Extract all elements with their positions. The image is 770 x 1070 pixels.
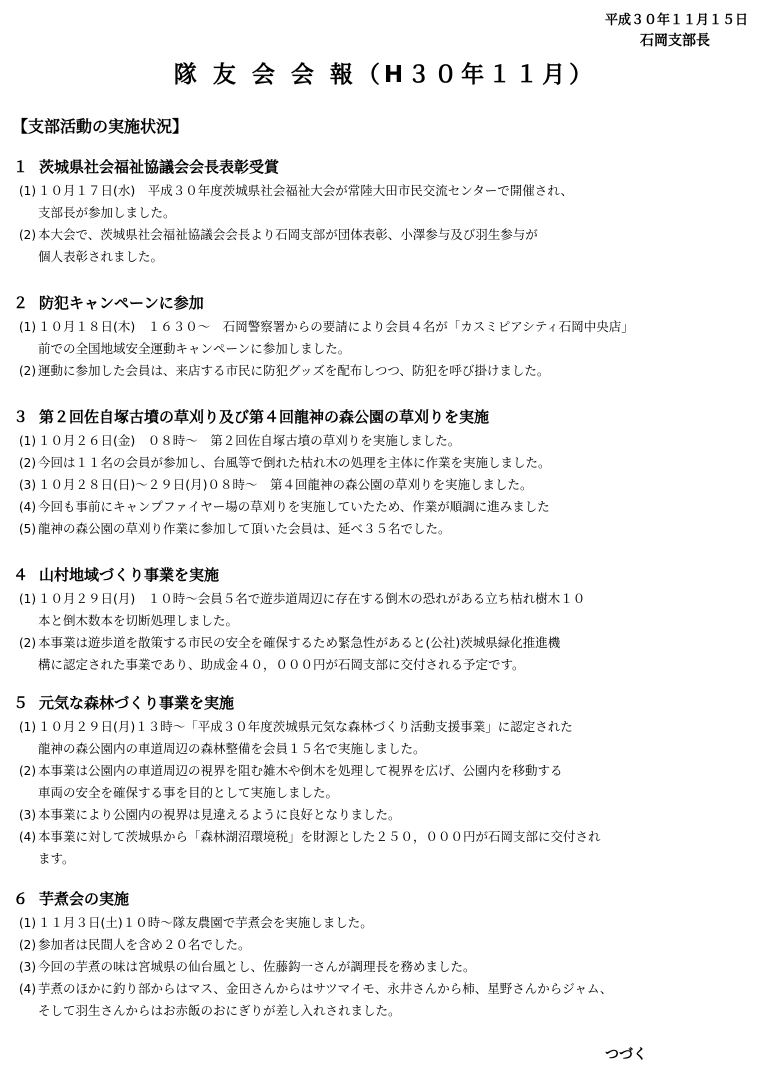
item-number: (1): [19, 434, 36, 448]
item-text: 今回も事前にキャンプファイヤー場の草刈りを実施していたため、作業が順調に進みました: [38, 499, 550, 514]
item-number: (2): [19, 764, 36, 778]
list-item: [0, 588, 770, 632]
section-items: [0, 430, 770, 540]
section-title-text: 第２回佐自塚古墳の草刈り及び第４回龍神の森公園の草刈りを実施: [39, 408, 490, 426]
section-items: [0, 912, 770, 1022]
item-number: (2): [19, 938, 36, 952]
item-number: (2): [19, 364, 36, 378]
section-number: ６: [13, 890, 29, 908]
item-number: (4): [19, 830, 36, 844]
list-item: [0, 760, 770, 804]
section-title: [13, 888, 129, 909]
continued-note: つづく: [605, 1047, 647, 1063]
item-number: (2): [19, 456, 36, 470]
section-title: [13, 564, 219, 585]
item-text: １０月２８日(日)～２９日(月)０８時～ 第４回龍神の森公園の草刈りを実施しました。: [38, 477, 533, 492]
item-text: 今回の芋煮の味は宮城県の仙台風とし、佐藤鈎一さんが調理長を務めました。: [38, 959, 476, 974]
item-text: １０月２９日(月) １０時～会員５名で遊歩道周辺に存在する倒木の恐れがある立ち枯れ樹木１０ 本と倒木数本を切断処理しました。: [38, 591, 586, 628]
section-title-text: 防犯キャンペーンに参加: [39, 294, 204, 312]
item-text: １１月３日(土)１０時～隊友農園で芋煮会を実施しました。: [38, 915, 373, 930]
item-number: (1): [19, 320, 36, 334]
section-items: [0, 588, 770, 676]
item-text: 本事業は遊歩道を散策する市民の安全を確保するため緊急性があると(公社)茨城県緑化推進機 構に認定された事業であり、助成金４０，０００円が石岡支部に交付される予定です。: [38, 635, 561, 672]
item-number: (3): [19, 808, 36, 822]
item-number: (1): [19, 184, 36, 198]
item-text: 本事業により公園内の視界は見違えるように良好となりました。: [38, 807, 401, 822]
item-number: (3): [19, 478, 36, 492]
list-item: [0, 934, 770, 956]
item-number: (1): [19, 916, 36, 930]
section-items: [0, 316, 770, 382]
item-number: (3): [19, 960, 36, 974]
item-text: 芋煮のほかに釣り部からはマス、金田さんからはサツマイモ、永井さんから柿、星野さんからジャム、 そして羽生さんからはお赤飯のおにぎりが差し入れされました。: [38, 981, 613, 1018]
section-items: [0, 180, 770, 268]
list-item: [0, 632, 770, 676]
list-item: [0, 224, 770, 268]
list-item: [0, 452, 770, 474]
section-number: ５: [13, 694, 29, 712]
item-text: １０月１７日(水) 平成３０年度茨城県社会福祉大会が常陸大田市民交流センターで開催され、 支部長が参加しました。: [38, 183, 574, 220]
list-item: [0, 430, 770, 452]
item-number: (1): [19, 592, 36, 606]
section-number: １: [13, 158, 29, 176]
item-text: 参加者は民間人を含め２０名でした。: [38, 937, 251, 952]
item-text: 運動に参加した会員は、来店する市民に防犯グッズを配布しつつ、防犯を呼び掛けました。: [38, 363, 550, 378]
list-item: [0, 316, 770, 360]
list-item: [0, 474, 770, 496]
list-item: [0, 956, 770, 978]
list-item: [0, 804, 770, 826]
list-item: [0, 496, 770, 518]
item-number: (2): [19, 636, 36, 650]
section-title: [13, 406, 489, 427]
section-items: [0, 716, 770, 870]
activity-status-heading: 【支部活動の実施状況】: [12, 117, 189, 136]
item-text: 今回は１１名の会員が参加し、台風等で倒れた枯れ木の処理を主体に作業を実施しました。: [38, 455, 551, 470]
section-title-text: 茨城県社会福祉協議会会長表彰受賞: [39, 158, 280, 176]
list-item: [0, 360, 770, 382]
item-text: 本事業は公園内の車道周辺の視界を阻む雑木や倒木を処理して視界を広げ、公園内を移動する 車両の安全を確保する事を目的として実施しました。: [38, 763, 563, 800]
section-title: [13, 156, 279, 177]
section-title-text: 芋煮会の実施: [39, 890, 130, 908]
item-text: 本事業に対して茨城県から「森林湖沼環境税」を財源とした２５０，０００円が石岡支部に交付され ます。: [38, 829, 601, 866]
document-title: 隊 友 会 会 報（H３０年１１月）: [173, 62, 597, 88]
section-title-text: 元気な森林づくり事業を実施: [39, 694, 235, 712]
section-title: [13, 692, 234, 713]
section-number: ３: [13, 408, 29, 426]
section-title-text: 山村地域づくり事業を実施: [39, 566, 220, 584]
list-item: [0, 518, 770, 540]
section-number: ２: [13, 294, 29, 312]
list-item: [0, 180, 770, 224]
item-text: １０月２９日(月)１３時～「平成３０年度茨城県元気な森林づくり活動支援事業」に認定された 龍神の森公園内の車道周辺の森林整備を会員１５名で実施しました。: [38, 719, 573, 756]
section-number: ４: [13, 566, 29, 584]
item-text: １０月１８日(木) １６３０～ 石岡警察署からの要請により会員４名が「カスミピアシティ石岡中央店」 前での全国地域安全運動キャンペーンに参加しました。: [38, 319, 634, 356]
item-text: １０月２６日(金) ０８時～ 第２回佐自塚古墳の草刈りを実施しました。: [38, 433, 461, 448]
item-number: (1): [19, 720, 36, 734]
list-item: [0, 912, 770, 934]
item-number: (5): [19, 522, 36, 536]
item-number: (2): [19, 228, 36, 242]
section-title: [13, 292, 204, 313]
list-item: [0, 978, 770, 1022]
item-text: 本大会で、茨城県社会福祉協議会会長より石岡支部が団体表彰、小澤参与及び羽生参与が 個人表彰されました。: [38, 227, 538, 264]
list-item: [0, 826, 770, 870]
item-number: (4): [19, 982, 36, 996]
list-item: [0, 716, 770, 760]
document-date: 平成３０年１１月１５日: [604, 13, 748, 28]
item-number: (4): [19, 500, 36, 514]
item-text: 龍神の森公園の草刈り作業に参加して頂いた会員は、延べ３５名でした。: [38, 521, 451, 536]
document-author: 石岡支部長: [640, 33, 710, 49]
